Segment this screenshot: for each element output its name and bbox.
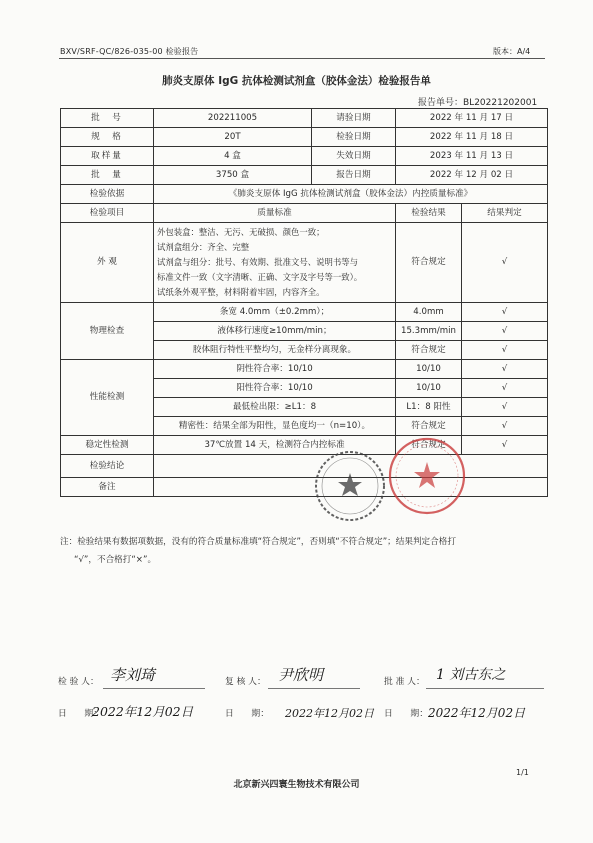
spec-value: 20T (154, 128, 312, 147)
quality-seal-stamp (313, 449, 387, 523)
header-divider (59, 58, 545, 59)
info-row-sample (61, 147, 548, 166)
inspector-label: 检 验 人： (58, 677, 99, 687)
performance-row (61, 360, 548, 379)
performance-result: 10/10 (396, 360, 462, 379)
quantity-label: 批 量 (61, 166, 154, 185)
physical-judgement: √ (462, 322, 548, 341)
date-label-2: 日 期： (225, 709, 269, 719)
batch-value: 202211005 (154, 109, 312, 128)
physical-result: 符合规定 (396, 341, 462, 360)
inspector-sign-line (103, 688, 205, 689)
date-label-1: 日 期： (58, 709, 102, 719)
company-name: 北京新兴四寰生物技术有限公司 (233, 780, 360, 790)
physical-judgement: √ (462, 303, 548, 322)
col-result-header: 检验结果 (396, 204, 462, 223)
performance-judgement: √ (462, 379, 548, 398)
appearance-result: 符合规定 (396, 223, 462, 303)
approver-date: 2022年12月02日 (428, 706, 526, 720)
inspector-signature: 李刘琦 (110, 666, 156, 684)
batch-label: 批 号 (61, 109, 154, 128)
request-date-value: 2022 年 11 月 17 日 (396, 109, 548, 128)
inspector-date: 2022年12月02日 (92, 704, 194, 719)
performance-result: 10/10 (396, 379, 462, 398)
performance-judgement: √ (462, 417, 548, 436)
page-number: 1/1 (516, 768, 529, 777)
performance-judgement: √ (462, 398, 548, 417)
report-title: 肺炎支原体 IgG 抗体检测试剂盒（胶体金法）检验报告单 (162, 75, 431, 87)
performance-standard: 精密性：结果全部为阳性，显色度均一（n=10）。 (154, 417, 396, 436)
stability-row (61, 436, 548, 455)
footnote-line: 注：检验结果有数据项数据，没有的符合质量标准填“符合规定”，否则填“不符合规定”；结果判定合格打 (60, 537, 456, 547)
info-row-batch (61, 109, 548, 128)
approver-sign-line (426, 688, 544, 689)
appearance-judgement: √ (462, 223, 548, 303)
col-item-header: 检验项目 (61, 204, 154, 223)
appearance-line: 试纸条外观平整，材料附着牢固，内容齐全。 (157, 287, 325, 297)
physical-row (61, 303, 548, 322)
stability-result: 符合规定 (396, 436, 462, 455)
reviewer-date: 2022年12月02日 (285, 707, 374, 720)
info-row-spec (61, 128, 548, 147)
date-label-3: 日 期： (384, 709, 428, 719)
remarks-row (61, 478, 548, 497)
footnote (60, 533, 548, 569)
sample-value: 4 盒 (154, 147, 312, 166)
version-label: 版本：A/4 (493, 47, 531, 56)
conclusion-row (61, 455, 548, 478)
performance-result: L1：8 阳性 (396, 398, 462, 417)
col-judgement-header: 结果判定 (462, 204, 548, 223)
physical-result: 15.3mm/min (396, 322, 462, 341)
spec-label: 规 格 (61, 128, 154, 147)
report-number: 报告单号：BL20221202001 (418, 98, 538, 108)
col-standard-header: 质量标准 (154, 204, 396, 223)
document-code: BXV/SRF-QC/826-035-00 检验报告 (60, 47, 199, 56)
basis-value: 《肺炎支原体 IgG 抗体检测试剂盒（胶体金法）内控质量标准》 (154, 185, 548, 204)
performance-label: 性能检测 (61, 360, 154, 436)
expiry-date-value: 2023 年 11 月 13 日 (396, 147, 548, 166)
performance-standard: 阳性符合率：10/10 (154, 379, 396, 398)
remarks-label: 备注 (61, 478, 154, 497)
physical-label: 物理检查 (61, 303, 154, 360)
info-row-quantity (61, 166, 548, 185)
conclusion-label: 检验结论 (61, 455, 154, 478)
basis-row (61, 185, 548, 204)
reviewer-sign-line (268, 688, 360, 689)
performance-standard: 阴性符合率：10/10 (154, 360, 396, 379)
appearance-row (61, 223, 548, 303)
company-seal-stamp (387, 436, 467, 516)
report-date-value: 2022 年 12 月 02 日 (396, 166, 548, 185)
reviewer-label: 复 核 人： (225, 677, 266, 687)
approver-label: 批 准 人： (384, 677, 425, 687)
expiry-date-label: 失效日期 (312, 147, 396, 166)
physical-standard: 胶体阻行特性平整均匀，无金样分离现象。 (154, 341, 396, 360)
report-date-label: 报告日期 (312, 166, 396, 185)
appearance-line: 试剂盒与组分：批号、有效期、批准文号、说明书等与 (157, 257, 358, 267)
sample-label: 取样量 (61, 147, 154, 166)
stability-label: 稳定性检测 (61, 436, 154, 455)
performance-result: 符合规定 (396, 417, 462, 436)
inspection-table (60, 108, 548, 497)
physical-standard: 条宽 4.0mm（±0.2mm）； (154, 303, 396, 322)
inspect-date-value: 2022 年 11 月 18 日 (396, 128, 548, 147)
basis-label: 检验依据 (61, 185, 154, 204)
appearance-line: 外包装盒：整洁、无污、无破损、颜色一致； (157, 227, 325, 237)
physical-result: 4.0mm (396, 303, 462, 322)
stability-standard: 37℃放置 14 天，检测符合内控标准 (154, 436, 396, 455)
request-date-label: 请验日期 (312, 109, 396, 128)
footnote-line: “√”，不合格打“×”。 (74, 555, 157, 565)
appearance-standard (154, 223, 396, 303)
physical-judgement: √ (462, 341, 548, 360)
performance-judgement: √ (462, 360, 548, 379)
approver-signature: 1 刘古东之 (436, 667, 506, 683)
inspect-date-label: 检验日期 (312, 128, 396, 147)
column-header-row (61, 204, 548, 223)
reviewer-signature: 尹欣明 (278, 666, 324, 684)
appearance-line: 试剂盒组分：齐全、完整 (157, 242, 250, 252)
performance-standard: 最低检出限：≥L1：8 (154, 398, 396, 417)
appearance-label: 外 观 (61, 223, 154, 303)
physical-standard: 液体移行速度≥10mm/min； (154, 322, 396, 341)
appearance-line: 标准文件一致（文字清晰、正确、文字及字号等一致）。 (157, 272, 363, 282)
stability-judgement: √ (462, 436, 548, 455)
quantity-value: 3750 盒 (154, 166, 312, 185)
